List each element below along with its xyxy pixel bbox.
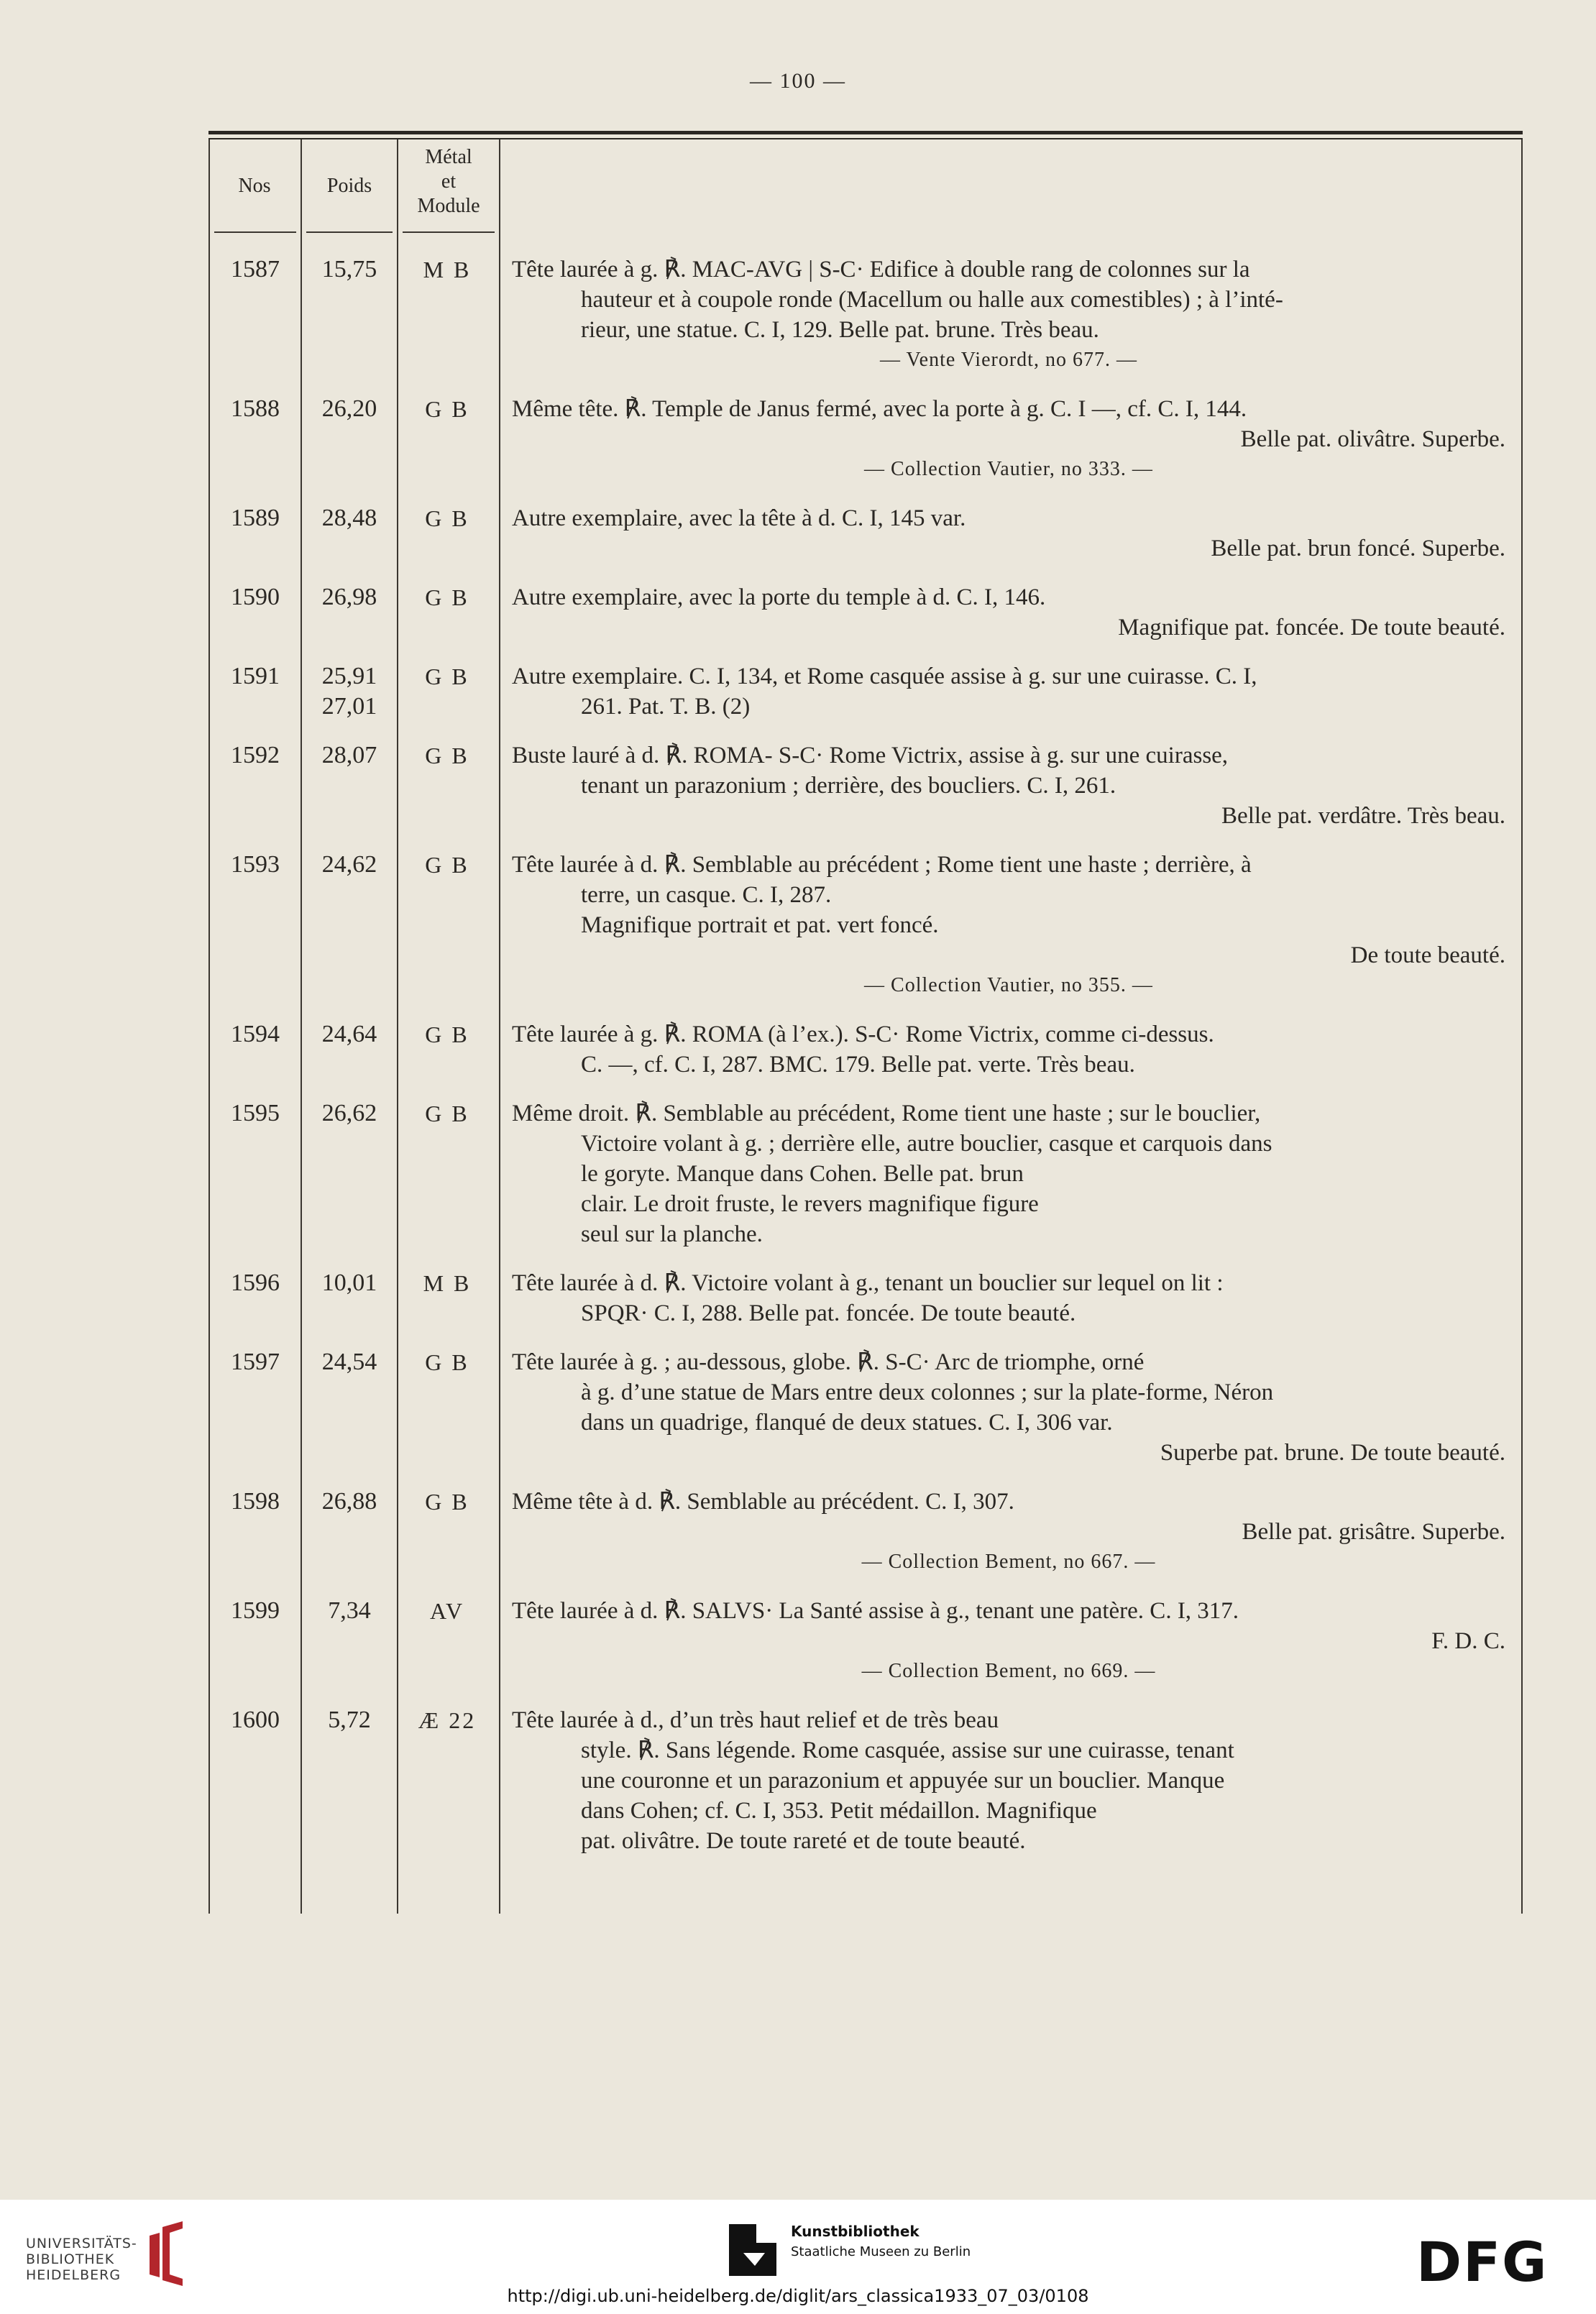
description-line: De toute beauté. [1350,942,1505,968]
item-description [512,1705,1505,1856]
item-number: 1597 [231,1349,280,1375]
header-underline [403,231,495,233]
description-line: Magnifique portrait et pat. vert foncé. [581,912,939,938]
kunstbibliothek-logo-icon [729,2224,776,2276]
item-weight [302,740,397,771]
univ-line: UNIVERSITÄTS- [26,2236,137,2251]
header-metal-line: Métal [425,146,472,168]
provenance-note: — Collection Vautier, no 355. — [864,974,1153,996]
weight-value: 26,88 [321,1488,377,1515]
item-weight [302,503,397,533]
table-top-rule [208,131,1523,134]
description-line: Même droit. ℟. Semblable au précédent, Rome tient une haste ; sur le bouclier, [512,1101,1261,1126]
description-line: Tête laurée à d. ℟. Victoire volant à g., tenant un bouclier sur lequel on lit : [512,1270,1224,1296]
column-divider [499,139,500,1914]
item-weight [302,1487,397,1517]
description-line: F. D. C. [1431,1628,1505,1654]
description-line: Tête laurée à g. ; au-dessous, globe. ℟. S-C· Arc de triomphe, orné [512,1349,1145,1375]
item-description [512,740,1505,831]
description-line: Tête laurée à d. ℟. Semblable au précédent ; Rome tient une haste ; derrière, à [512,852,1252,878]
item-weight [302,661,397,722]
weight-value: 26,62 [321,1100,377,1126]
univ-line: BIBLIOTHEK [26,2251,115,2267]
description-line: rieur, une statue. C. I, 129. Belle pat. brune. Très beau. [581,317,1099,343]
column-divider [1521,139,1523,1914]
item-number: 1594 [231,1021,280,1047]
item-description [512,503,1505,564]
description-line: C. —, cf. C. I, 287. BMC. 179. Belle pat. verte. Très beau. [581,1052,1135,1078]
item-metal-module: G B [425,584,469,610]
provenance-note: — Collection Bement, no 669. — [861,1660,1156,1682]
header-underline [306,231,393,233]
header-nos: Nos [238,175,271,197]
weight-value: 26,20 [321,395,377,422]
description-line: clair. Le droit fruste, le revers magnifique figure [581,1191,1039,1217]
item-description [512,1596,1505,1686]
item-number: 1592 [231,742,280,768]
item-description [512,661,1505,722]
item-number: 1598 [231,1488,280,1515]
source-url[interactable]: http://digi.ub.uni-heidelberg.de/diglit/ars_classica1933_07_03/0108 [507,2286,1089,2306]
item-weight [302,1596,397,1626]
description-line: Belle pat. verdâtre. Très beau. [1221,803,1505,829]
description-line: dans Cohen; cf. C. I, 353. Petit médaillon. Magnifique [581,1798,1097,1824]
header-metal [398,145,499,219]
item-number: 1591 [231,663,280,689]
description-line: Autre exemplaire, avec la tête à d. C. I, 145 var. [512,505,966,531]
description-line: Buste lauré à d. ℟. ROMA- S-C· Rome Victrix, assise à g. sur une cuirasse, [512,743,1229,768]
description-line: Superbe pat. brune. De toute beauté. [1160,1440,1505,1466]
item-description [512,1098,1505,1249]
item-metal-module: Æ 22 [418,1707,477,1733]
item-metal-module: G B [425,664,469,689]
description-line: Belle pat. olivâtre. Superbe. [1240,426,1505,452]
item-description [512,1019,1505,1080]
item-weight [302,582,397,612]
item-weight [302,1098,397,1129]
weight-value: 27,01 [321,693,377,720]
weight-value: 25,91 [321,663,377,689]
item-number: 1593 [231,851,280,878]
weight-value: 7,34 [328,1597,371,1624]
item-description [512,254,1505,375]
header-metal-line: Module [417,195,480,217]
item-description [512,582,1505,643]
dfg-logo: DFG [1416,2230,1549,2294]
weight-value: 15,75 [321,256,377,283]
footer-bar [0,2200,1596,2314]
item-number: 1599 [231,1597,280,1624]
item-metal-module: G B [425,852,469,878]
kb-subtitle: Staatliche Museen zu Berlin [791,2244,971,2259]
kb-title: Kunstbibliothek [791,2223,919,2240]
weight-value: 24,54 [321,1349,377,1375]
description-line: Tête laurée à d., d’un très haut relief et de très beau [512,1707,999,1733]
description-line: style. ℟. Sans légende. Rome casquée, assise sur une cuirasse, tenant [581,1737,1234,1763]
weight-value: 28,48 [321,505,377,531]
weight-value: 26,98 [321,584,377,610]
item-number: 1596 [231,1270,280,1296]
description-line: Autre exemplaire. C. I, 134, et Rome casquée assise à g. sur une cuirasse. C. I, [512,664,1257,689]
description-line: à g. d’une statue de Mars entre deux colonnes ; sur la plate-forme, Néron [581,1379,1274,1405]
item-description [512,1268,1505,1328]
item-metal-module: G B [425,396,469,422]
weight-value: 24,64 [321,1021,377,1047]
description-line: Belle pat. brun foncé. Superbe. [1211,536,1505,561]
heidelberg-logo-icon [141,2221,191,2286]
item-description [512,850,1505,1001]
univ-line: HEIDELBERG [26,2267,121,2283]
item-weight [302,850,397,880]
description-line: Même tête à d. ℟. Semblable au précédent. C. I, 307. [512,1489,1014,1515]
item-metal-module: AV [429,1598,465,1624]
item-weight [302,254,397,285]
header-metal-line: et [441,170,457,193]
description-line: terre, un casque. C. I, 287. [581,882,832,908]
item-weight [302,1268,397,1298]
provenance-note: — Vente Vierordt, no 677. — [880,349,1137,371]
description-line: Autre exemplaire, avec la porte du temple à d. C. I, 146. [512,584,1046,610]
description-line: pat. olivâtre. De toute rareté et de toute beauté. [581,1828,1026,1854]
provenance-note: — Collection Vautier, no 333. — [864,458,1153,480]
description-line: Magnifique pat. foncée. De toute beauté. [1118,615,1505,641]
item-weight [302,1705,397,1735]
description-line: une couronne et un parazonium et appuyée sur un bouclier. Manque [581,1768,1225,1794]
weight-value: 24,62 [321,851,377,878]
item-number: 1590 [231,584,280,610]
item-description [512,1347,1505,1468]
table-top-rule-thin [208,138,1523,139]
description-line: seul sur la planche. [581,1221,763,1247]
item-description [512,1487,1505,1577]
item-metal-module: G B [425,743,469,768]
description-line: Victoire volant à g. ; derrière elle, autre bouclier, casque et carquois dans [581,1131,1272,1157]
item-number: 1588 [231,395,280,422]
description-line: Tête laurée à d. ℟. SALVS· La Santé assise à g., tenant une patère. C. I, 317. [512,1598,1239,1624]
description-line: Tête laurée à g. ℟. ROMA (à l’ex.). S-C· Rome Victrix, comme ci-dessus. [512,1021,1214,1047]
description-line: le goryte. Manque dans Cohen. Belle pat. brun [581,1161,1024,1187]
header-poids: Poids [326,175,372,197]
description-line: hauteur et à coupole ronde (Macellum ou halle aux comestibles) ; à l’inté- [581,287,1283,313]
item-weight [302,394,397,424]
item-number: 1600 [231,1707,280,1733]
item-metal-module: M B [423,257,472,283]
header-underline [214,231,296,233]
weight-value: 5,72 [328,1707,371,1733]
provenance-note: — Collection Bement, no 667. — [861,1551,1156,1573]
item-description [512,394,1505,485]
item-metal-module: G B [425,1021,469,1047]
page-number: — 100 — [750,69,846,93]
kunstbibliothek-label [791,2223,971,2259]
weight-value: 10,01 [321,1270,377,1296]
item-metal-module: G B [425,505,469,531]
item-metal-module: G B [425,1349,469,1375]
description-line: dans un quadrige, flanqué de deux statues. C. I, 306 var. [581,1410,1113,1436]
description-line: Belle pat. grisâtre. Superbe. [1242,1519,1505,1545]
catalog-table [208,131,1523,1914]
item-metal-module: G B [425,1489,469,1515]
description-line: Tête laurée à g. ℟. MAC-AVG | S-C· Edifice à double rang de colonnes sur la [512,257,1250,283]
item-weight [302,1347,397,1377]
item-number: 1595 [231,1100,280,1126]
description-line: tenant un parazonium ; derrière, des boucliers. C. I, 261. [581,773,1116,799]
description-line: Même tête. ℟. Temple de Janus fermé, avec la porte à g. C. I —, cf. C. I, 144. [512,396,1247,422]
item-weight [302,1019,397,1050]
item-number: 1589 [231,505,280,531]
university-library-label [26,2236,137,2283]
description-line: 261. Pat. T. B. (2) [581,694,751,720]
item-metal-module: M B [423,1270,472,1296]
item-metal-module: G B [425,1101,469,1126]
item-number: 1587 [231,256,280,283]
weight-value: 28,07 [321,742,377,768]
description-line: SPQR· C. I, 288. Belle pat. foncée. De toute beauté. [581,1300,1076,1326]
